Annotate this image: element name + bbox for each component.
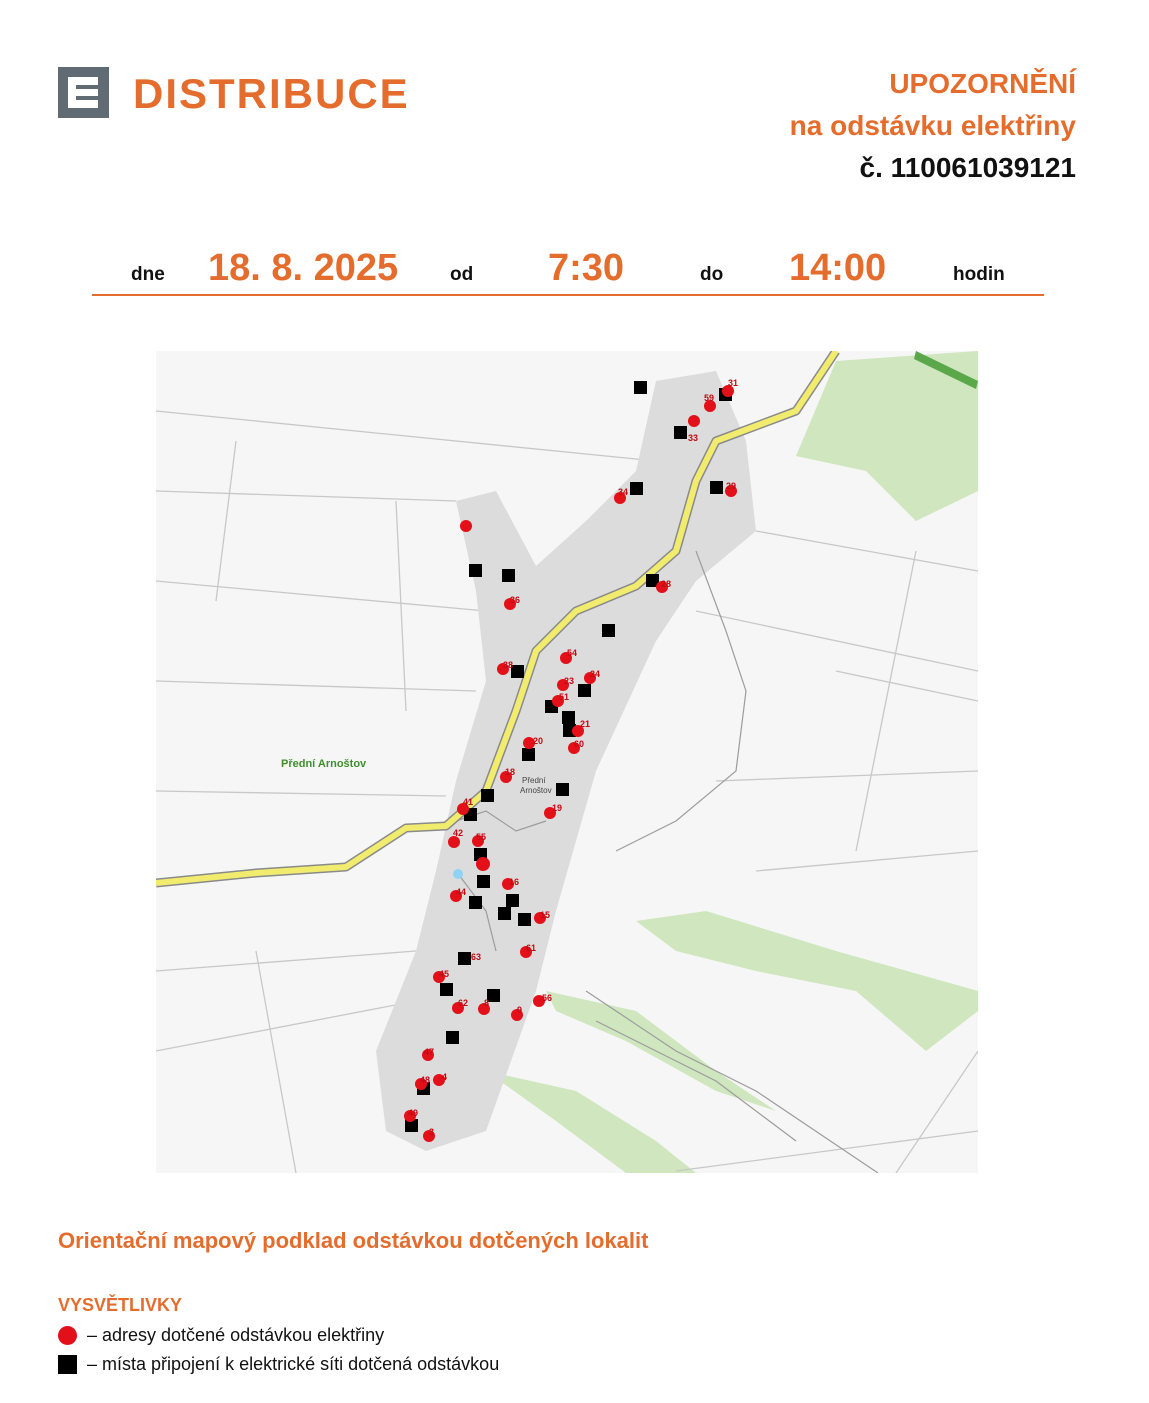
address-label: 8 <box>484 998 490 1008</box>
address-label: 31 <box>728 378 739 388</box>
address-label: 20 <box>533 736 544 746</box>
address-label: 47 <box>424 1047 435 1057</box>
address-label: 42 <box>453 828 464 838</box>
place-label-line1: Přední <box>522 776 546 785</box>
address-label: 34 <box>618 487 629 497</box>
address-label: 24 <box>590 669 601 679</box>
logo-text: DISTRIBUCE <box>133 70 410 117</box>
address-label: 33 <box>688 433 699 443</box>
address-label: 54 <box>567 648 578 658</box>
address-label: 51 <box>559 692 570 702</box>
legend-connection-text: – místa připojení k elektrické síti dotčená odstávkou <box>87 1354 500 1374</box>
address-label: 29 <box>726 481 737 491</box>
address-label: 61 <box>526 943 537 953</box>
address-label: 23 <box>564 676 575 686</box>
address-label: 56 <box>542 993 553 1003</box>
legend-address-text: – adresy dotčené odstávkou elektřiny <box>87 1325 385 1345</box>
red-dot-icon <box>58 1326 77 1345</box>
address-label: 15 <box>540 910 551 920</box>
place-label-line2: Arnoštov <box>520 786 552 795</box>
address-label: 36 <box>510 595 521 605</box>
address-label: 62 <box>458 998 469 1008</box>
address-label: 4 <box>442 1072 448 1082</box>
notice-subtitle: na odstávku elektřiny <box>789 110 1076 141</box>
address-label: 55 <box>476 832 487 842</box>
black-square-icon <box>58 1355 77 1374</box>
address-label: 9 <box>517 1005 523 1015</box>
legend-address-row <box>58 1325 384 1346</box>
label-to: do <box>700 264 724 285</box>
address-label: 19 <box>552 803 563 813</box>
address-label: 49 <box>408 1108 419 1118</box>
address-label: 63 <box>471 952 482 962</box>
place-name-label: Přední Arnoštov <box>281 758 367 770</box>
outage-date: 18. 8. 2025 <box>208 247 399 289</box>
time-from: 7:30 <box>548 247 625 289</box>
legend-title: VYSVĚTLIVKY <box>58 1295 183 1315</box>
time-to: 14:00 <box>789 247 887 289</box>
address-label: 45 <box>439 969 450 979</box>
logo-icon <box>58 67 109 118</box>
notice-title: UPOZORNĚNÍ <box>889 68 1076 99</box>
address-label: 3 <box>429 1127 435 1137</box>
address-label: 59 <box>704 393 715 403</box>
address-label: 28 <box>661 579 672 589</box>
map-caption: Orientační mapový podklad odstávkou dotčených lokalit <box>58 1228 649 1253</box>
notice-number: č. 110061039121 <box>859 152 1076 183</box>
address-label: 21 <box>580 719 591 729</box>
address-label: 48 <box>420 1075 431 1085</box>
address-label: 38 <box>503 660 514 670</box>
outage-map <box>156 351 978 1173</box>
label-hours: hodin <box>953 264 1005 285</box>
address-label: 44 <box>456 887 467 897</box>
address-label: 18 <box>505 767 516 777</box>
address-label: 41 <box>463 797 474 807</box>
label-day: dne <box>131 264 165 285</box>
address-label: 16 <box>509 877 520 887</box>
schedule-line <box>92 246 1044 296</box>
notice-block <box>790 63 1076 189</box>
label-from: od <box>450 264 474 285</box>
legend-connection-row <box>58 1354 499 1375</box>
address-label: 60 <box>574 739 585 749</box>
